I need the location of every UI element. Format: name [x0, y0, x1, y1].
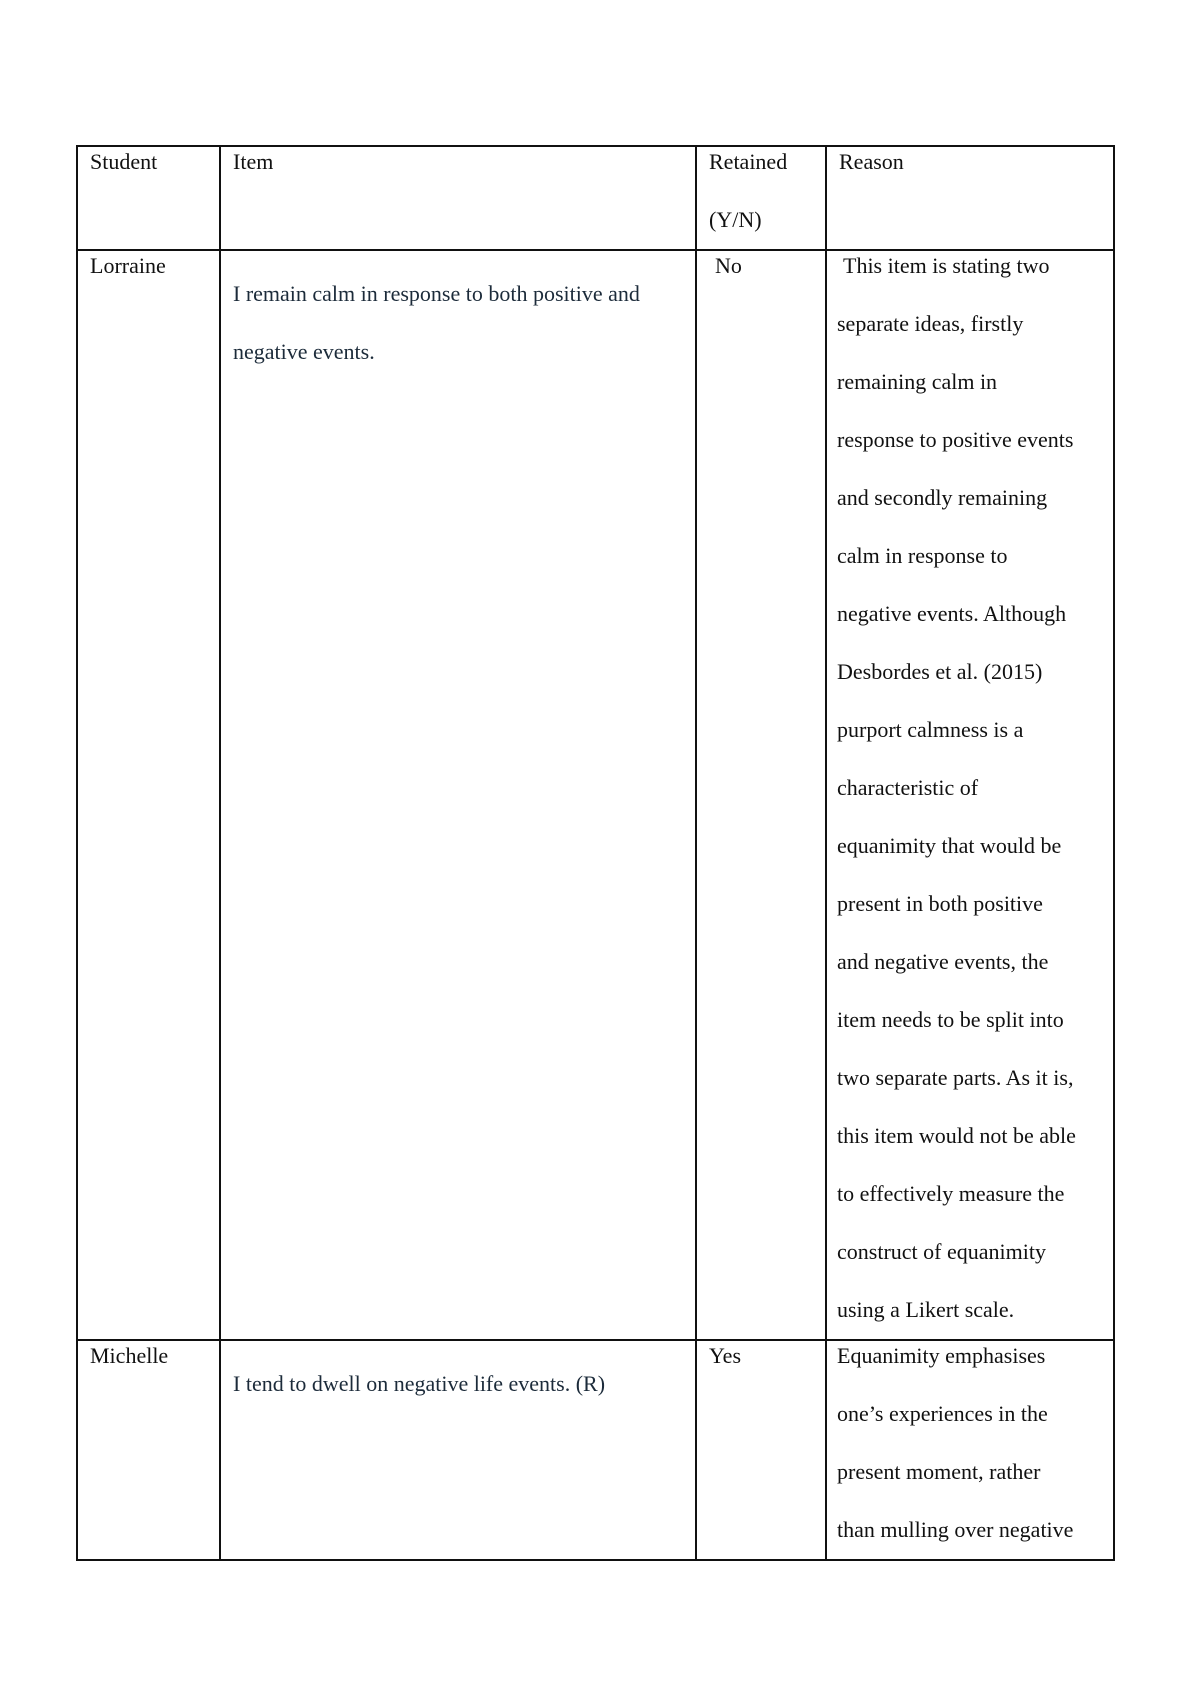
student-name: Michelle: [90, 1343, 169, 1368]
header-cell-student: [77, 146, 220, 250]
reason-line: equanimity that would be: [837, 833, 1062, 858]
reason-line: response to positive events: [837, 427, 1074, 452]
reason-line: Desbordes et al. (2015): [837, 659, 1043, 684]
header-student: Student: [90, 149, 158, 174]
header-retained: [697, 133, 825, 249]
reason-line: present in both positive: [837, 891, 1043, 916]
reason-line: and negative events, the: [837, 949, 1049, 974]
reason-line: remaining calm in: [837, 369, 998, 394]
reason-line: present moment, rather: [837, 1459, 1041, 1484]
reason-line: item needs to be split into: [837, 1007, 1064, 1032]
reason-line: calm in response to: [837, 543, 1008, 568]
reason-line: characteristic of: [837, 775, 979, 800]
reason-line: one’s experiences in the: [837, 1401, 1048, 1426]
reason-line: two separate parts. As it is,: [837, 1065, 1074, 1090]
table-row: [77, 1340, 1114, 1560]
header-item: Item: [233, 149, 274, 174]
cell-reason: [826, 250, 1114, 1340]
cell-student: [77, 1340, 220, 1560]
reason-text: [827, 237, 1113, 1339]
reason-line: using a Likert scale.: [837, 1297, 1015, 1322]
reason-line: this item would not be able: [837, 1123, 1076, 1148]
header-cell-reason: [826, 146, 1114, 250]
reason-line: This item is stating two: [843, 253, 1050, 278]
item-text: I tend to dwell on negative life events. (R): [233, 1371, 606, 1396]
header-cell-item: [220, 146, 696, 250]
reason-line: than mulling over negative: [837, 1517, 1074, 1542]
cell-retained: [696, 250, 826, 1340]
header-reason: Reason: [839, 149, 904, 174]
header-retained-line1: Retained: [709, 149, 788, 174]
cell-retained: [696, 1340, 826, 1560]
reason-line: to effectively measure the: [837, 1181, 1065, 1206]
reason-line: and secondly remaining: [837, 485, 1048, 510]
header-retained-line2: (Y/N): [709, 207, 762, 232]
cell-reason: [826, 1340, 1114, 1560]
cell-student: [77, 250, 220, 1340]
cell-item: [220, 1340, 696, 1560]
item-text: I remain calm in response to both positive and negative events.: [233, 281, 640, 364]
table-header-row: [77, 146, 1114, 250]
header-cell-retained: [696, 146, 826, 250]
retained-value: Yes: [709, 1343, 742, 1368]
retained-value: No: [715, 253, 742, 278]
student-name: Lorraine: [90, 253, 166, 278]
reason-line: purport calmness is a: [837, 717, 1024, 742]
table-row: [77, 250, 1114, 1340]
reason-line: construct of equanimity: [837, 1239, 1046, 1264]
reason-line: separate ideas, firstly: [837, 311, 1024, 336]
reason-line: negative events. Although: [837, 601, 1067, 626]
reason-line: Equanimity emphasises: [837, 1343, 1046, 1368]
reason-text: [827, 1327, 1113, 1559]
item-review-table: [76, 145, 1115, 1561]
cell-item: [220, 250, 696, 1340]
